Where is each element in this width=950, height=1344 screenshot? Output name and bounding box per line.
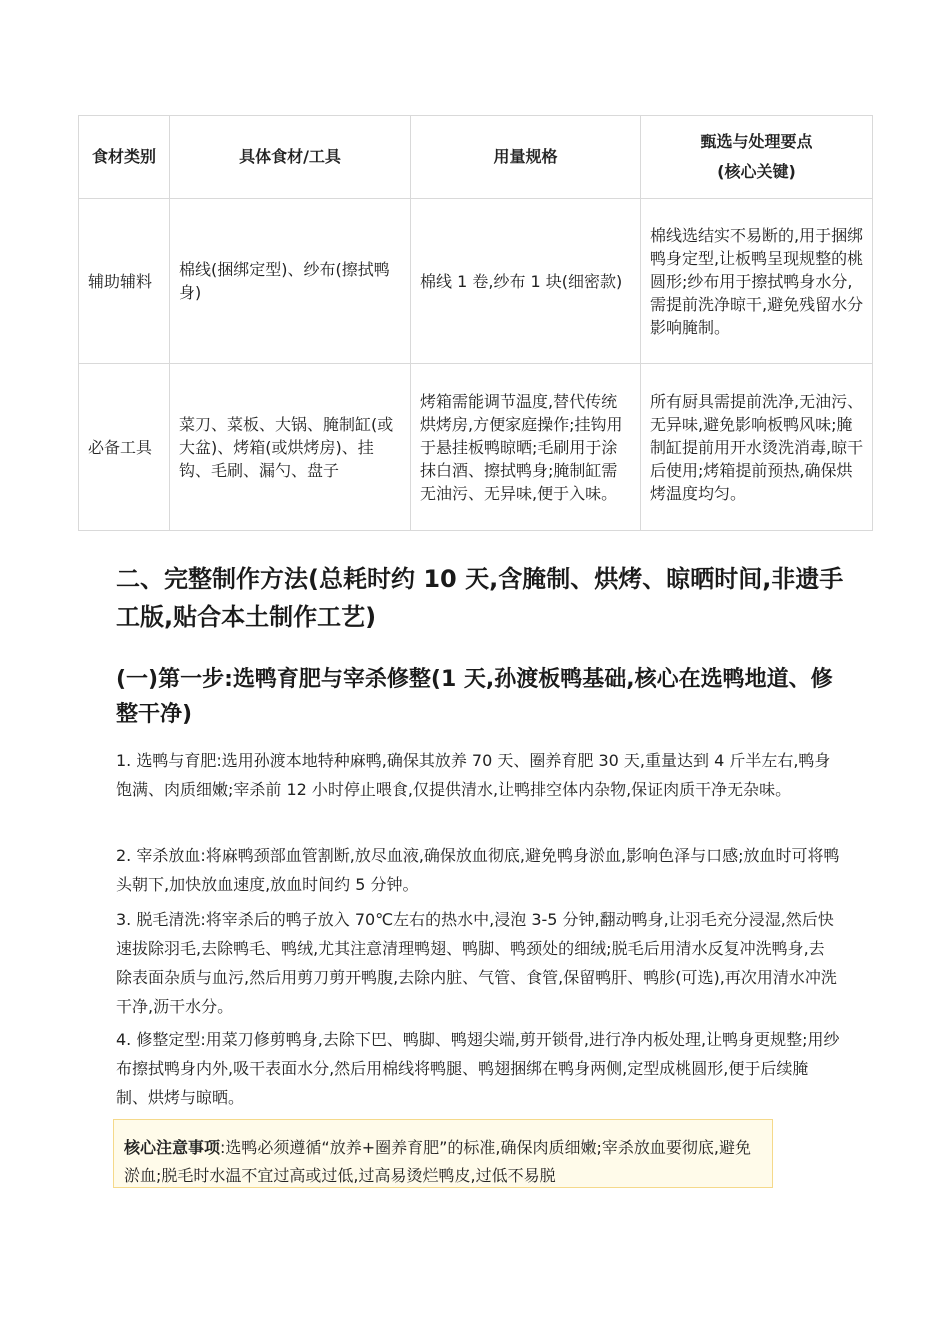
header-tips (641, 116, 873, 199)
paragraph-select-duck: 1. 选鸭与育肥:选用孙渡本地特种麻鸭,确保其放养 70 天、圈养育肥 30 天,重量达到 4 斤半左右,鸭身饱满、肉质细嫩;宰杀前 12 小时停止喂食,仅提供清水,让鸭排空体内杂物,保证肉质干净无杂味。 (116, 751, 831, 799)
cell-category: 辅助辅料 (79, 199, 170, 364)
notice-box (113, 1119, 773, 1188)
cell-category: 必备工具 (79, 364, 170, 531)
notice-text: :选鸭必须遵循“放养+圈养育肥”的标准,确保肉质细嫩;宰杀放血要彻底,避免淤血;脱毛时水温不宜过高或过低,过高易烫烂鸭皮,过低不易脱 (124, 1138, 751, 1185)
header-category: 食材类别 (79, 116, 170, 199)
table-row (79, 199, 873, 364)
header-tips-line1: 甄选与处理要点 (700, 132, 813, 151)
ingredients-table (78, 115, 873, 531)
cell-quantity: 棉线 1 卷,纱布 1 块(细密款) (411, 199, 641, 364)
header-quantity: 用量规格 (411, 116, 641, 199)
cell-item: 菜刀、菜板、大锅、腌制缸(或大盆)、烤箱(或烘烤房)、挂钩、毛刷、漏勺、盘子 (170, 364, 411, 531)
cell-item: 棉线(捆绑定型)、纱布(擦拭鸭身) (170, 199, 411, 364)
notice-label: 核心注意事项 (124, 1138, 221, 1157)
paragraph-trimming: 4. 修整定型:用菜刀修剪鸭身,去除下巴、鸭脚、鸭翅尖端,剪开锁骨,进行净内板处理,让鸭身更规整;用纱布擦拭鸭身内外,吸干表面水分,然后用棉线将鸭腿、鸭翅捆绑在鸭身两侧,定型成桃圆形,便于后续腌制、烘烤与晾晒。 (116, 1030, 840, 1107)
cell-quantity: 烤箱需能调节温度,替代传统烘烤房,方便家庭操作;挂钩用于悬挂板鸭晾晒;毛刷用于涂抹白酒、擦拭鸭身;腌制缸需无油污、无异味,便于入味。 (411, 364, 641, 531)
table-header-row (79, 116, 873, 199)
header-tips-line2: (核心关键) (717, 162, 796, 181)
step-heading: (一)第一步:选鸭育肥与宰杀修整(1 天,孙渡板鸭基础,核心在选鸭地道、修整干净) (116, 667, 833, 727)
paragraph-plucking: 3. 脱毛清洗:将宰杀后的鸭子放入 70℃左右的热水中,浸泡 3-5 分钟,翻动鸭身,让羽毛充分浸湿,然后快速拔除羽毛,去除鸭毛、鸭绒,尤其注意清理鸭翅、鸭脚、鸭颈处的细绒;脱毛后用清水反复冲洗鸭身,去除表面杂质与血污,然后用剪刀剪开鸭腹,去除内脏、气管、食管,保留鸭肝、鸭胗(可选),再次用清水冲洗干净,沥干水分。 (116, 910, 837, 1016)
paragraph-bleeding: 2. 宰杀放血:将麻鸭颈部血管割断,放尽血液,确保放血彻底,避免鸭身淤血,影响色泽与口感;放血时可将鸭头朝下,加快放血速度,放血时间约 5 分钟。 (116, 846, 840, 894)
header-item: 具体食材/工具 (170, 116, 411, 199)
section-heading: 二、完整制作方法(总耗时约 10 天,含腌制、烘烤、晾晒时间,非遗手工版,贴合本土制作工艺) (116, 565, 844, 631)
table-row (79, 364, 873, 531)
cell-tips: 棉线选结实不易断的,用于捆绑鸭身定型,让板鸭呈现规整的桃圆形;纱布用于擦拭鸭身水分,需提前洗净晾干,避免残留水分影响腌制。 (641, 199, 873, 364)
cell-tips: 所有厨具需提前洗净,无油污、无异味,避免影响板鸭风味;腌制缸提前用开水烫洗消毒,晾干后使用;烤箱提前预热,确保烘烤温度均匀。 (641, 364, 873, 531)
